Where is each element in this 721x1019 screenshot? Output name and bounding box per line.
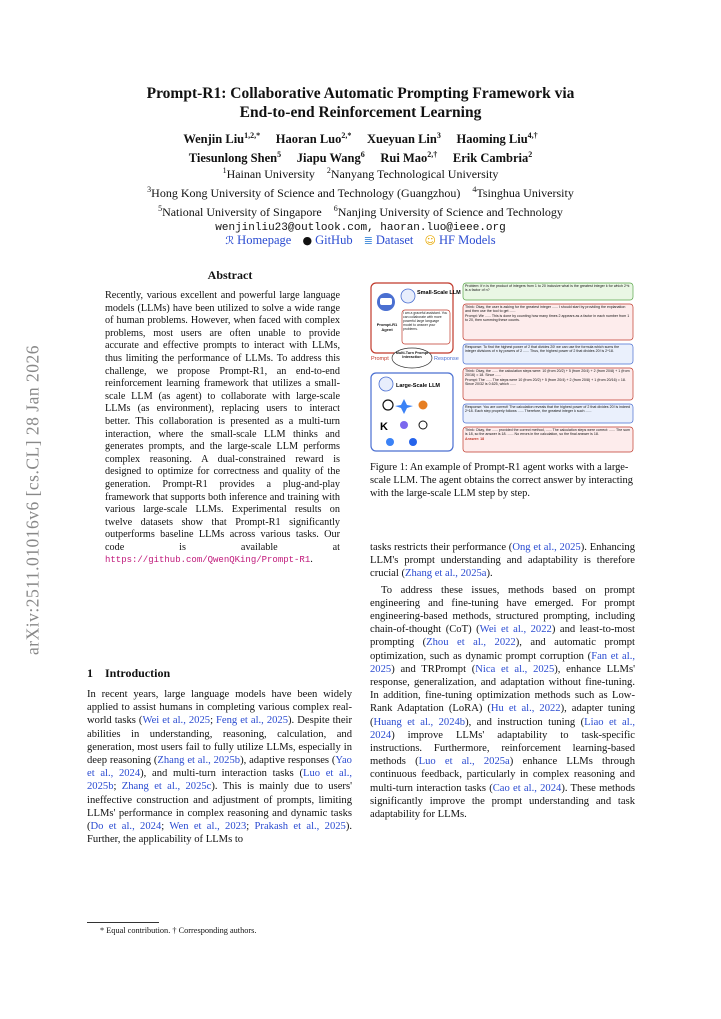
figure-1-diagram: [368, 280, 636, 455]
homepage-link[interactable]: ℛ Homepage: [225, 233, 292, 247]
paragraph: tasks restricts their performance (Ong et al., 2025). Enhancing LLM's prompt understanding and adaptability is therefore crucial (Zhang et al., 2025a).: [370, 542, 636, 580]
footnote-rule: [87, 922, 159, 923]
citation[interactable]: Cao et al., 2024: [492, 782, 562, 794]
prompt-label: Prompt: [371, 356, 389, 362]
problem-text: Problem: If n is the product of integers from 1 to 20 inclusive what is the greatest integer k for which 2^k is a factor of n?: [465, 284, 630, 293]
figure-1: [368, 280, 636, 455]
citation[interactable]: Feng et al., 2025: [216, 715, 289, 727]
affiliation: National University of Singapore: [162, 205, 322, 219]
think-1-text: Think: Okay, the user is asking for the greatest integer ...... I should start by providing the explanation and then use the tool to get ......: [465, 305, 626, 314]
citation[interactable]: Luo et al., 2025a: [418, 756, 510, 768]
small-llm-icon: [401, 289, 415, 303]
author: Erik Cambria$^2$: [452, 150, 533, 166]
paragraph: To address these issues, methods based on prompt engineering and fine-tuning have emerged. For prompt engineering-based methods, structured prompting, including chain-of-thought (CoT) (Wei et al., 2022) and least-to-most prompting (Zhou et al., 2022), and automatic prompt optimization, such as dynamic prompt corruption (Fan et al., 2025) and TRPrompt (Nica et al., 2025), enhance LLMs' response, generalization, and adaptation without fine-tuning. In addition, fine-tuning optimization methods such as Low-Rank Adaptation (LoRA) (Hu et al., 2022), adapter tuning (Huang et al., 2024b), and instruction tuning (Liao et al., 2024) improve LLMs' adaptability to task-specific instructions. Furthermore, reinforcement learning-based methods (Luo et al., 2025a) enhance LLMs through continuous feedback, particularly in complex reasoning and multi-turn interaction tasks (Cao et al., 2024). These methods significantly improve the prompt understanding and task adaptability for LLMs.: [370, 584, 635, 821]
citation[interactable]: Zhang et al., 2025c: [121, 781, 212, 793]
prompt-1-text: Prompt: We ...... This is done by counting how many times 2 appears as a factor in each number from 1 to 20, then summing these counts.: [465, 313, 630, 322]
affiliation: Tsinghua University: [476, 186, 574, 200]
section-heading: 1 Introduction: [87, 666, 171, 680]
kimi-logo-icon: K: [380, 421, 388, 433]
dataset-icon: ≣: [363, 234, 373, 247]
citation[interactable]: Luo et al., 2025b: [87, 768, 352, 793]
agent-label: Prompt-R1 Agent: [376, 322, 398, 332]
abstract-body: Recently, various excellent and powerful large language models (LLMs) have been utilized to solve a wide range of human problems. However, when faced with complex problems, most users are often unable to provide accurate and effective prompts to interact with LLMs, thus limiting the performance of LLMs. To address this challenge, we propose Prompt-R1, an end-to-end reinforcement learning framework that utilizes a small-scale LLM (as agent) to collaborate with large-scale LLMs (as environment), replacing users to interact better. This collaboration is presented as a multi-turn interaction, where the small-scale LLM thinks and generates prompts, and the large-scale LLM performs complex reasoning. A dual-constrained reward is designed to optimize for correctness and quality of the generation. Prompt-R1 provides a plug-and-play framework that supports both inference and training with various large-scale LLMs. Experimental results on twelve datasets show that Prompt-R1 significantly outperforms baseline LLMs across various tasks. Our code is available at https://github.com/QwenQKing/Prompt-R1.: [105, 290, 340, 566]
large-llm-icon: [379, 377, 393, 391]
code-link[interactable]: https://github.com/QwenQKing/Prompt-R1: [105, 555, 311, 566]
answer-text: Answer: 18: [465, 436, 485, 441]
agent-bubble-text: I am a graceful assistant. You can collaborate with more powerful large language model to answer your problems.: [403, 311, 448, 331]
citation[interactable]: Zhou et al., 2022: [426, 637, 516, 649]
citation[interactable]: Wei et al., 2022: [479, 624, 552, 636]
resource-links: [0, 233, 721, 248]
claude-logo-icon: [419, 401, 428, 410]
citation[interactable]: Wen et al., 2023: [169, 821, 247, 833]
citation[interactable]: Do et al., 2024: [90, 821, 162, 833]
author: Rui Mao$^{2,\dagger}$: [380, 150, 438, 166]
author: Tiesunlong Shen$^5$: [188, 150, 282, 166]
citation[interactable]: Fan et al., 2025: [370, 650, 635, 675]
authors-line-1: [0, 128, 721, 147]
github-link[interactable]: ● GitHub: [302, 233, 353, 247]
deepseek-logo-icon: [409, 438, 417, 446]
affiliation: Nanyang Technological University: [330, 167, 499, 181]
citation[interactable]: Zhang et al., 2025b: [157, 755, 241, 767]
citation[interactable]: Zhang et al., 2025a: [405, 568, 487, 580]
affiliation: Nanjing University of Science and Technology: [337, 205, 563, 219]
title-line-1: Prompt-R1: Collaborative Automatic Prompting Framework via: [146, 85, 575, 102]
author: Haoran Luo$^{2,*}$: [275, 131, 352, 147]
arxiv-stamp: [18, 300, 48, 700]
citation[interactable]: Hu et al., 2022: [490, 703, 561, 715]
meta-logo-icon: [386, 438, 394, 446]
author: Wenjin Liu$^{1,2,*}$: [183, 131, 261, 147]
huggingface-icon: ☺: [424, 234, 436, 247]
citation[interactable]: Yao et al., 2024: [87, 755, 352, 780]
citation[interactable]: Nica et al., 2025: [475, 663, 555, 675]
affiliation: Hong Kong University of Science and Technology (Guangzhou): [151, 186, 461, 200]
think-2-text: Think: Okay, the ...... the calculation steps were: 10 (from 20/2) + 5 (from 20/4) + 2 (from 20/8) + 1 (from 20/16) = 18. Since ......: [465, 369, 630, 378]
response-label: Response: [434, 356, 459, 362]
arxiv-stamp-text: arXiv:2511.01016v6 [cs.CL] 28 Jan 2026: [22, 345, 43, 655]
citation[interactable]: Prakash et al., 2025: [254, 821, 346, 833]
author-emails: wenjinliu23@outlook.com, haoran.luo@ieee.org: [215, 222, 506, 234]
author: Xueyuan Lin$^3$: [367, 131, 441, 147]
paper-title: [0, 84, 721, 122]
large-llm-label: Large-Scale LLM: [396, 383, 441, 389]
homepage-icon: ℛ: [225, 234, 235, 247]
qwen-logo-icon: [400, 421, 408, 429]
hf-models-link[interactable]: ☺ HF Models: [424, 233, 496, 247]
citation[interactable]: Ong et al., 2025: [512, 542, 581, 553]
prompt-2-text: Prompt: The ...... The steps were 10 (from 20/2) + 5 (from 20/4) + 2 (from 20/8) + 1 (from 20/16) = 18. Since 20/32 is 0.625, which ......: [465, 377, 626, 386]
intro-right-text: [370, 541, 635, 821]
author: Jiapu Wang$^6$: [296, 150, 365, 166]
author: Haoming Liu$^{4,\dagger}$: [456, 131, 538, 147]
author-list: [0, 128, 721, 166]
abstract-heading: Abstract: [207, 268, 253, 282]
footnote: * Equal contribution. † Corresponding authors.: [100, 926, 257, 935]
affiliation: Hainan University: [226, 167, 315, 181]
response-1-text: Response: To find the highest power of 2 that divides 20! we can use the formula which sums the integer divisions of n by powers of 2 ...... Thus, the highest power of 2 that divides 20! is 2^18.: [465, 345, 620, 354]
multiturn-label: Multi-Turn Prompt Interaction: [395, 351, 429, 360]
think-3-text: Think: Okay, the ...... provided the correct method, ...... The calculation steps were correct: ...... The sum is 18, so the answer is 18. ...... No errors in the calculation, so the final answer is 18.: [465, 428, 630, 437]
dataset-link[interactable]: ≣ Dataset: [363, 233, 414, 247]
affiliations: $^1$Hainan University $^2$Nanyang Technological University $^3$Hong Kong University of Science and Technology (Guangzhou) $^4$Tsinghua University $^5$National University of Singapore $^6$Nanjing University of Science and Technology wenjinliu23@outlook.com, haoran.luo@ieee.org: [0, 163, 721, 236]
citation[interactable]: Liao et al., 2024: [370, 716, 635, 741]
citation[interactable]: Huang et al., 2024b: [373, 716, 466, 728]
small-llm-label: Small-Scale LLM: [417, 290, 461, 296]
response-2-text: Response: You are correct! The calculation reveals that the highest power of 2 that divides 20! is indeed 2^18. Each step properly follows ...... Therefore, the greatest integer k such ......: [465, 405, 630, 414]
github-icon: ●: [302, 234, 313, 247]
figure-1-caption: Figure 1: An example of Prompt-R1 agent works with a large-scale LLM. The agent obtains the correct answer by interacting with the large-scale LLM step by step.: [370, 462, 633, 500]
intro-left-text: In recent years, large language models have been widely applied to assist humans in completing various complex real-world tasks (Wei et al., 2025; Feng et al., 2025). Despite their abilities in understanding, reasoning, calculation, and generation, most users fail to fully utilize LLMs, especially in deep reasoning (Zhang et al., 2025b), adaptive responses (Yao et al., 2024), and multi-turn interaction tasks (Luo et al., 2025b; Zhang et al., 2025c). This is mainly due to users' ineffective construction and adjustment of prompts, limiting LLMs' performance in complex reasoning and dynamic tasks (Do et al., 2024; Wen et al., 2023; Prakash et al., 2025). Further, the applicability of LLMs to: [87, 689, 353, 846]
citation[interactable]: Wei et al., 2025: [142, 715, 211, 727]
title-line-2: End-to-end Reinforcement Learning: [239, 104, 482, 121]
